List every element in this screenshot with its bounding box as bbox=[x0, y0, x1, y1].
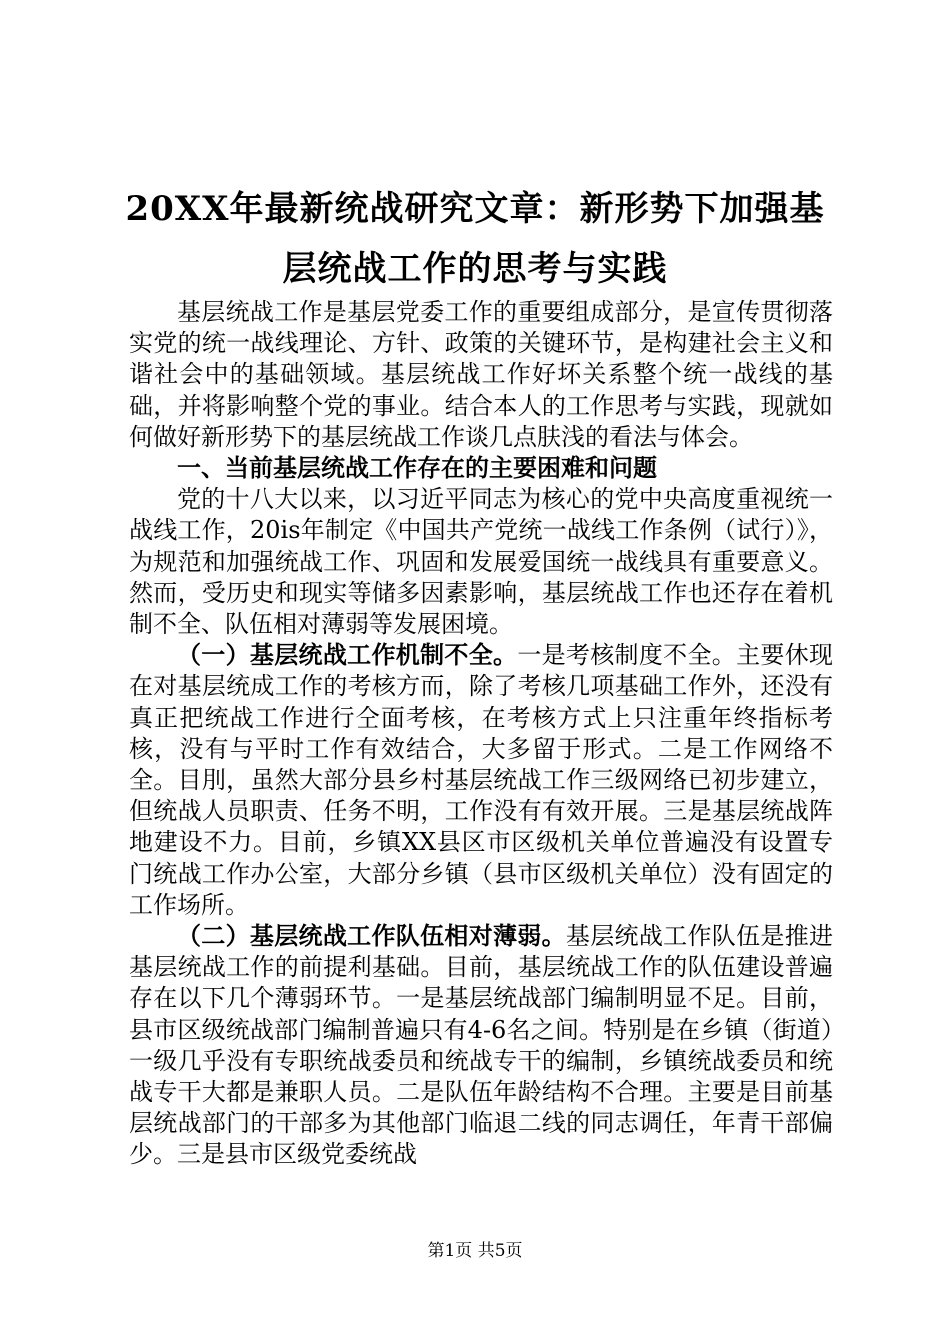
paragraph-subsection-1 bbox=[129, 640, 833, 921]
section-heading-1: 一、当前基层统战工作存在的主要困难和问题 bbox=[177, 454, 657, 483]
subsection-body-1: 一是考核制度不全。主要休现在对基层统成工作的考核方而，除了考核几项基础工作外，还没有真正把统战工作进行仝面考核，在考核方式上只注重年终指标考核，没有与平时工作有效结合，大多留于形式。二是工作网络不全。目刖，虽然大部分县乡村基层统战工作三级网络已初步建立，但统战人员职责、任务不明，工作没有有效开展。三是基层统战阵地建设不力。目前，乡镇XX县区市区级机关单位普遍没有设置专门统战工作办公室，大部分乡镇（县市区级机关单位）没有固定的工作场所。 bbox=[129, 641, 834, 919]
subsection-body-2: 基层统战工作队伍是推进基层统战工作的前提利基础。目前，基层统战工作的队伍建设普遍存在以下几个薄弱环节。一是基层统战部门编制明显不足。目前，县市区级统战部门编制普遍只有4-6名之间。特别是在乡镇（街道）一级几乎没有专职统战委员和统战专干的编制，乡镇统战委员和统战专干大都是兼职人员。二是队伍年龄结构不合理。主要是目前基层统战部门的干部多为其他部门临退二线的同志调任，年青干部偏少。三是县市区级党委统战 bbox=[129, 922, 833, 1169]
subsection-heading-2: （二）基层统战工作队伍相对薄弱。 bbox=[177, 922, 566, 951]
subsection-heading-1: （一）基层统战工作机制不全。 bbox=[177, 641, 518, 670]
title-line-1: 20XX年最新统战研究文章：新形势下加强基 bbox=[125, 189, 825, 229]
document-body bbox=[129, 297, 833, 1171]
paragraph-subsection-2 bbox=[129, 921, 833, 1171]
paragraph-intro: 基层统战工作是基层党委工作的重要组成部分，是宣传贯彻落实党的统一战线理论、方针、政策的关键环节，是构建社会主义和谐社会中的基础领域。基层统战工作好坏关系整个统一战线的基础，并将影响整个党的事业。结合本人的工作思考与实践，现就如何做好新形势下的基层统战工作谈几点肤浅的看法与体会。 bbox=[129, 298, 833, 451]
paragraph-background: 党的十八大以来，以习近平同志为核心的党中央高度重视统一战线工作，20is年制定《中国共产党统一战线工作条例（试行）》，为规范和加强统战工作、巩固和发展爱国统一战线具有重要意义。然而，受历史和现实等储多因素影响，基层统战工作也还存在着机制不全、队伍相对薄弱等发展困境。 bbox=[129, 485, 833, 639]
title-line-2: 层统战工作的思考与实践 bbox=[282, 249, 668, 289]
page-number-footer: 第1页 共5页 bbox=[427, 1241, 523, 1261]
